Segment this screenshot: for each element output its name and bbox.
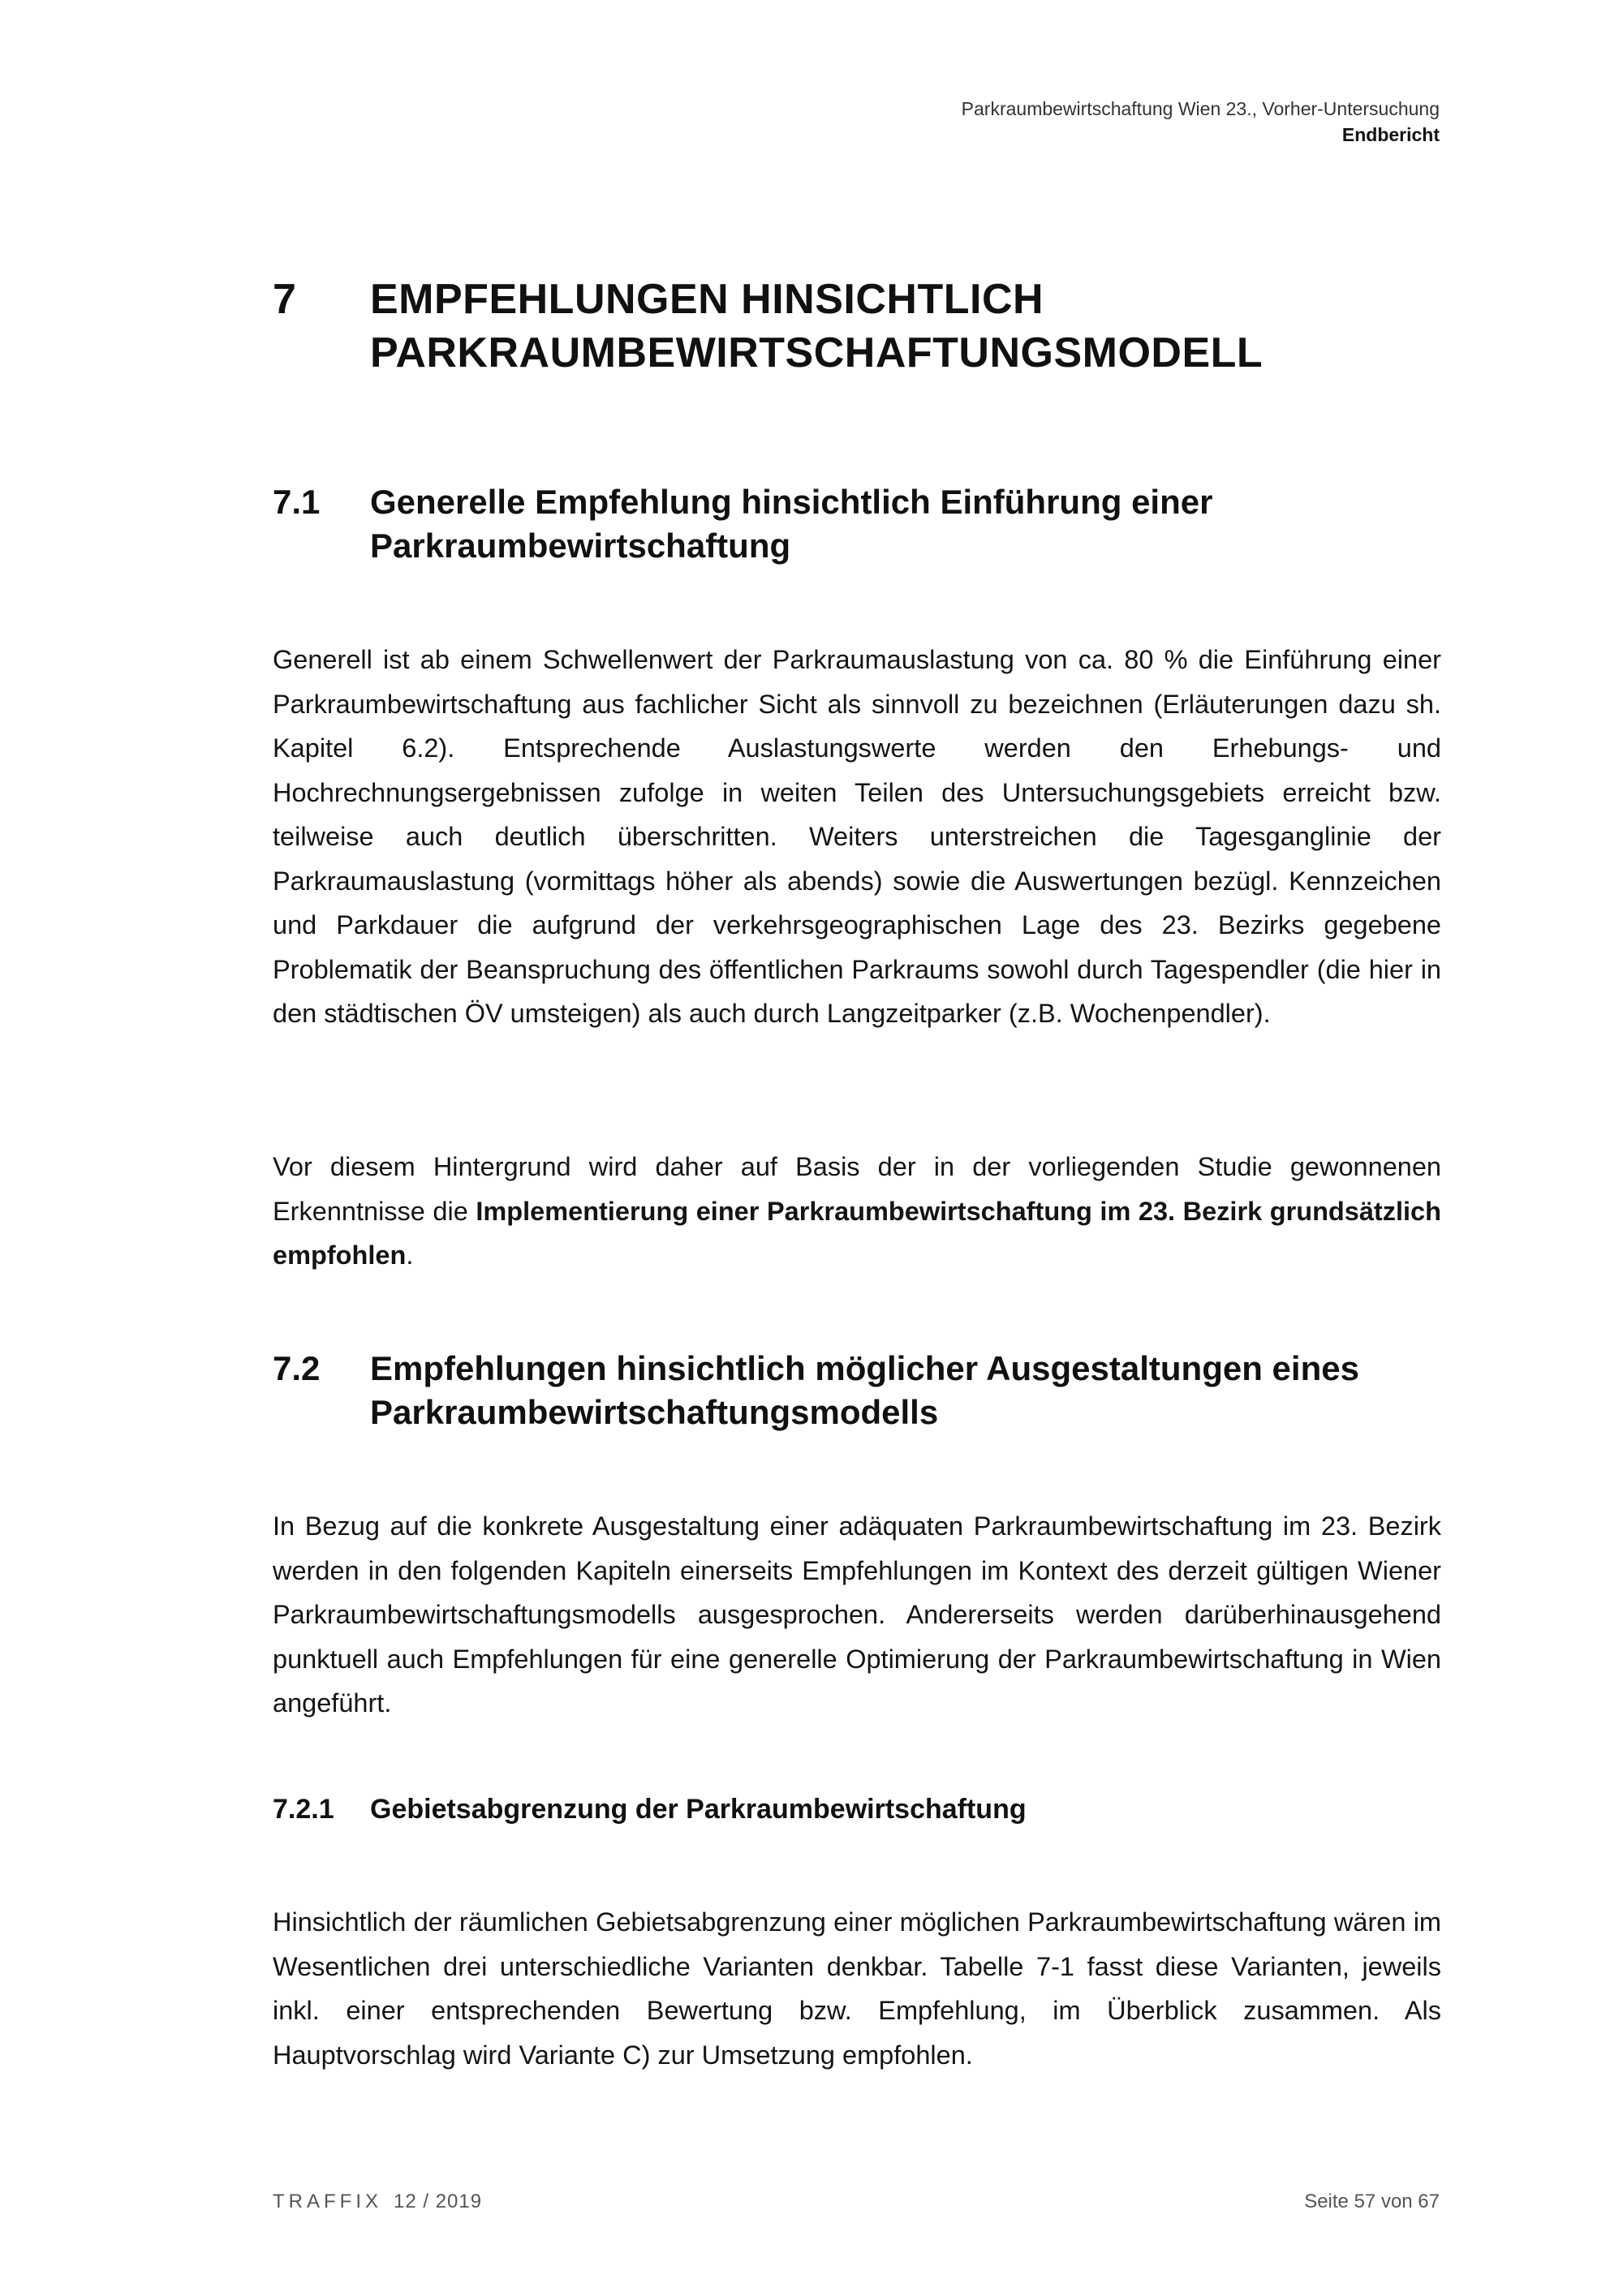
- footer-date: 12 / 2019: [394, 2191, 483, 2212]
- section-7-2-1-heading: [273, 1791, 1449, 1827]
- recommendation-highlight: Implementierung einer Parkraumbewirtschaftung im 23. Bezirk grundsätzlich empfohlen: [273, 1196, 1441, 1270]
- section-7-1-title-line2: Parkraumbewirtschaftung: [370, 527, 791, 565]
- chapter-title-line2: PARKRAUMBEWIRTSCHAFTUNGSMODELL: [370, 329, 1264, 376]
- section-7-1-paragraph-1: Generell ist ab einem Schwellenwert der Parkraumauslastung von ca. 80 % die Einführung einer Parkraumbewirtschaftung aus fachlicher Sicht als sinnvoll zu bezeichnen (Erläuterungen dazu sh. Kapitel 6.2). Entsprechende Auslastungswerte werden den Erhebungs- und Hochrechnungsergebnissen zufolge in weiten Teilen des Untersuchungsgebiets erreicht bzw. teilweise auch deutlich überschritten. Weiters unterstreichen die Tagesganglinie der Parkraumauslastung (vormittags höher als abends) sowie die Auswertungen bezügl. Kennzeichen und Parkdauer die aufgrund der verkehrsgeographischen Lage des 23. Bezirks gegebene Problematik der Beanspruchung des öffentlichen Parkraums sowohl durch Tagespendler (die hier in den städtischen ÖV umsteigen) als auch durch Langzeitparker (z.B. Wochenpendler).: [273, 645, 1441, 1028]
- footer-brand-date: [273, 2191, 482, 2213]
- chapter-number: 7: [273, 276, 296, 323]
- section-7-2-title-line1: Empfehlungen hinsichtlich möglicher Ausgestaltungen eines: [370, 1349, 1359, 1387]
- section-7-2-1-paragraph-1: Hinsichtlich der räumlichen Gebietsabgrenzung einer möglichen Parkraumbewirtschaftung wären im Wesentlichen drei unterschiedliche Varianten denkbar. Tabelle 7-1 fasst diese Varianten, jeweils inkl. einer entsprechenden Bewertung bzw. Empfehlung, im Überblick zusammen. Als Hauptvorschlag wird Variante C) zur Umsetzung empfohlen.: [273, 1907, 1441, 2070]
- section-7-2-title: [370, 1347, 1449, 1434]
- chapter-title: [370, 273, 1449, 380]
- section-7-2-heading: [273, 1347, 1449, 1434]
- paragraph-2-intro: Vor diesem Hintergrund wird daher auf Basis der in der vorliegenden Studie gewonnenen Erkenntnisse die: [273, 1152, 1441, 1226]
- section-7-1-paragraph-2: [273, 1145, 1441, 1278]
- section-7-2-1-number: 7.2.1: [273, 1794, 334, 1825]
- page-number: Seite 57 von 67: [1304, 2191, 1440, 2212]
- section-7-2-paragraph-1: In Bezug auf die konkrete Ausgestaltung einer adäquaten Parkraumbewirtschaftung im 23. Bezirk werden in den folgenden Kapiteln einerseits Empfehlungen im Kontext des derzeit gültigen Wiener Parkraumbewirtschaftungsmodells ausgesprochen. Andererseits werden darüberhinausgehend punktuell auch Empfehlungen für eine generelle Optimierung der Parkraumbewirtschaftung in Wien angeführt.: [273, 1511, 1441, 1718]
- section-7-1-title-line1: Generelle Empfehlung hinsichtlich Einführung einer: [370, 483, 1213, 521]
- header-document-title: Parkraumbewirtschaftung Wien 23., Vorher-Untersuchung: [961, 98, 1440, 119]
- paragraph-2-end: .: [406, 1240, 414, 1270]
- section-7-2-title-line2: Parkraumbewirtschaftungsmodells: [370, 1393, 939, 1431]
- running-header: [962, 96, 1440, 148]
- header-report-type: Endbericht: [1341, 124, 1440, 145]
- chapter-heading: [273, 273, 1449, 380]
- footer-brand: TRAFFIX: [273, 2191, 382, 2212]
- section-7-1-title: [370, 480, 1449, 568]
- section-7-2-1-title: Gebietsabgrenzung der Parkraumbewirtschaftung: [370, 1794, 1027, 1825]
- section-7-2-number: 7.2: [273, 1349, 321, 1387]
- chapter-title-line1: EMPFEHLUNGEN HINSICHTLICH: [370, 276, 1044, 323]
- section-7-1-heading: [273, 480, 1449, 568]
- section-7-1-number: 7.1: [273, 483, 321, 521]
